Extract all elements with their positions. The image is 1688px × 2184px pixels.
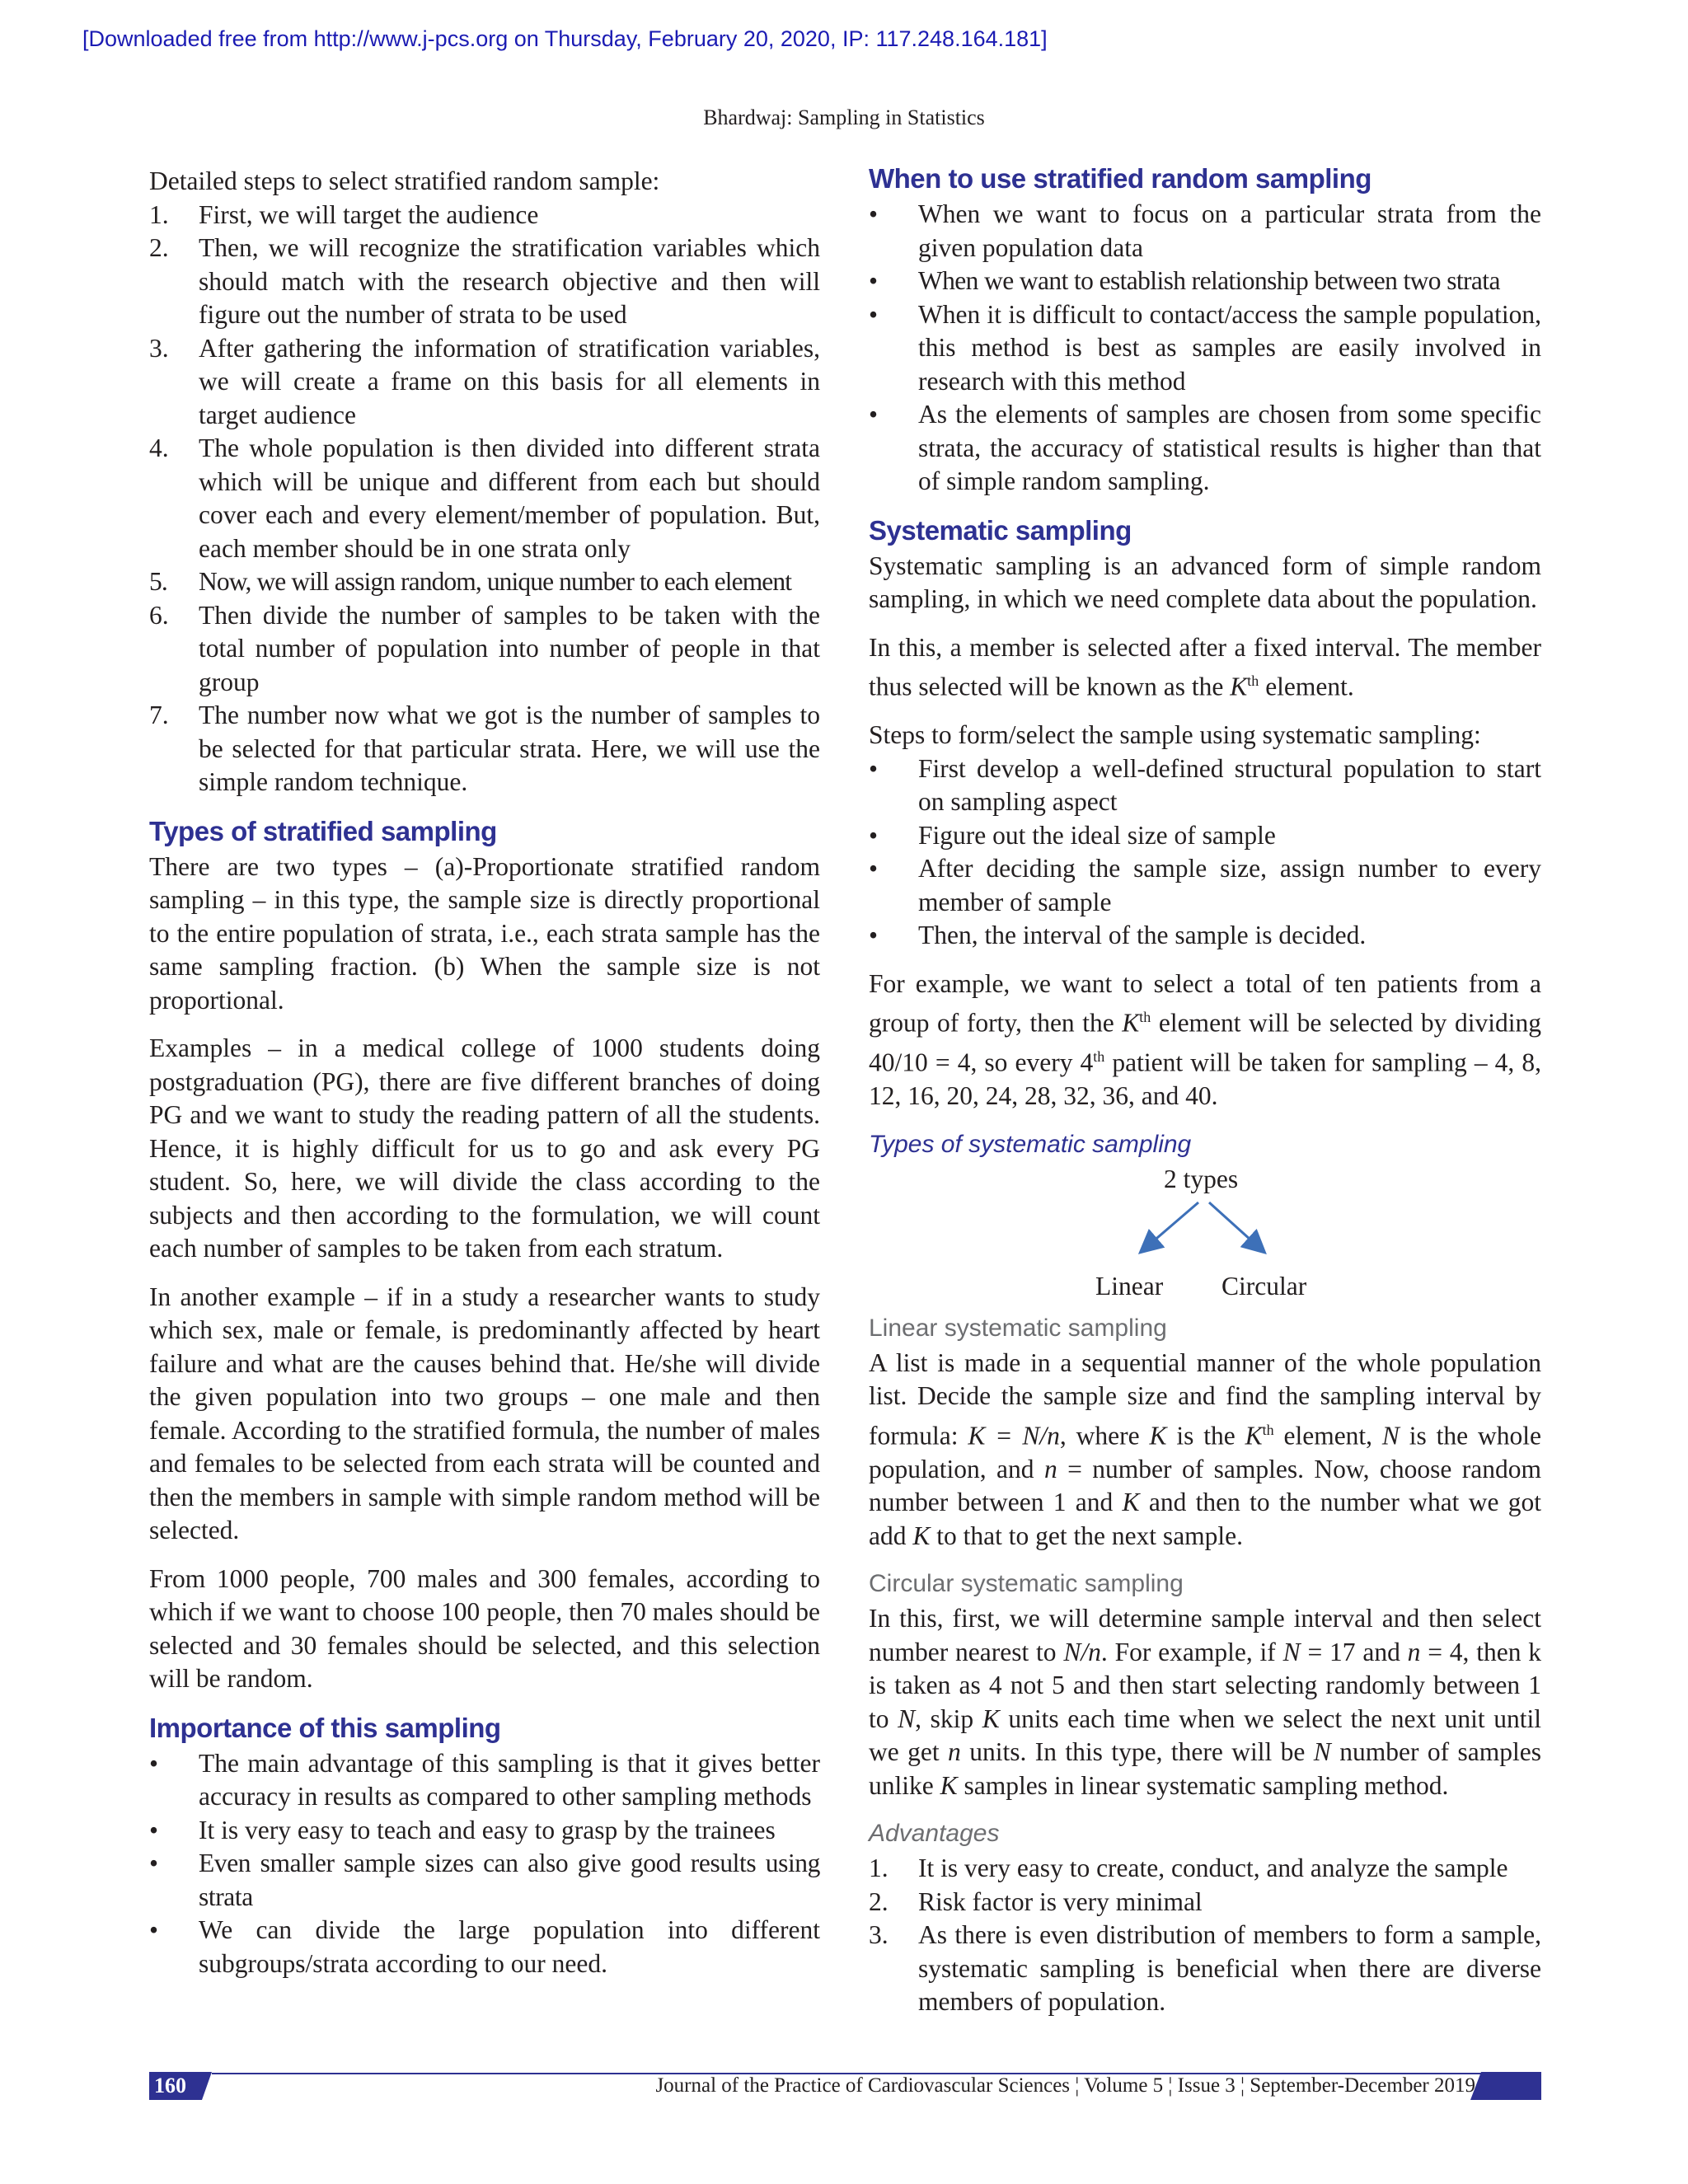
superscript-th: th <box>1247 673 1259 689</box>
section-heading-systematic: Systematic sampling <box>869 514 1132 546</box>
diagram-circular-label: Circular <box>1221 1271 1307 1301</box>
right-column <box>869 162 1541 2034</box>
bullet: • <box>869 299 879 329</box>
list-item <box>869 198 1541 265</box>
var-n-upper: N <box>1313 1737 1331 1766</box>
bullet: • <box>869 753 879 783</box>
text-run: In this, first, we will determine sample interval and then select number nearest to <box>869 1604 1541 1666</box>
section-heading-importance: Importance of this sampling <box>149 1712 501 1743</box>
paragraph-examples: Examples – in a medical college of 1000 students doing postgraduation (PG), there are five different branches of doing PG and we want to study the reading pattern of all the students. Hence, it is highly difficult for us to go and ask every PG student. So, here, we will divide the class according to the subjects and then according to the formulation, we will count each number of samples to be taken from each stratum. <box>149 1033 820 1263</box>
list-item-text: It is very easy to teach and easy to grasp by the trainees <box>199 1815 776 1844</box>
bullet: • <box>149 1915 159 1944</box>
bullet: • <box>149 1849 158 1877</box>
diagram-arrows <box>869 1163 1541 1307</box>
list-item <box>149 1847 820 1914</box>
list-item <box>869 398 1541 499</box>
list-item <box>149 1814 820 1848</box>
subheading-advantages: Advantages <box>869 1820 1000 1847</box>
steps-systematic-intro: Steps to form/select the sample using systematic sampling: <box>869 720 1481 749</box>
list-item-text: Then divide the number of samples to be taken with the total number of population into number of people in that group <box>199 600 820 696</box>
list-number: 5. <box>149 567 167 596</box>
list-item-text: We can divide the large population into different subgroups/strata according to our need. <box>199 1915 820 1978</box>
text-run: element. <box>1259 672 1354 701</box>
list-item-text: Then, we will recognize the stratification variables which should match with the research objective and then will figure out the number of strata to be used <box>199 233 820 329</box>
running-head: Bhardwaj: Sampling in Statistics <box>703 105 985 129</box>
text-run: to that to get the next sample. <box>930 1521 1244 1550</box>
bullet: • <box>149 1815 159 1844</box>
list-item-text: Even smaller sample sizes can also give good results using strata <box>199 1849 820 1911</box>
list-number: 7. <box>149 701 169 729</box>
list-item-text: The whole population is then divided into different strata which will be unique and different from each but should cover each and every element/member of population. But, each member should be in one strata only <box>199 434 820 563</box>
text-run: . For example, if <box>1100 1637 1283 1666</box>
list-item-text: After deciding the sample size, assign number to every member of sample <box>918 854 1541 916</box>
list-number: 6. <box>149 600 169 630</box>
list-number: 2. <box>869 1886 889 1916</box>
var-k: K <box>1122 1008 1140 1038</box>
importance-list <box>149 1747 820 1981</box>
list-item-text: As there is even distribution of members to form a sample, systematic sampling is beneficial when there are diverse members of population. <box>918 1920 1541 2016</box>
paragraph-example-forty <box>869 968 1541 1113</box>
superscript-th: th <box>1262 1421 1274 1438</box>
page-footer <box>149 2072 1541 2100</box>
var-k: K <box>1122 1488 1140 1516</box>
text-run: patient will be taken for sampling – 4, 8, 12, 16, 20, 24, 28, 32, 36, and 40. <box>869 1047 1541 1110</box>
list-item-text: When it is difficult to contact/access the sample population, this method is best as samples are easily involved in research with this method <box>918 299 1541 396</box>
list-item <box>149 599 820 700</box>
text-run: In this, a member is selected after a fixed interval. The member thus selected will be known as the <box>869 632 1541 701</box>
list-item <box>869 298 1541 399</box>
text-run: units each time when we select the next unit until we get <box>869 1704 1541 1766</box>
bullet: • <box>869 820 879 850</box>
list-item-text: The main advantage of this sampling is that it gives better accuracy in results as compared to other sampling methods <box>199 1748 820 1811</box>
list-item-text: It is very easy to create, conduct, and analyze the sample <box>918 1854 1508 1882</box>
list-item <box>869 265 1541 298</box>
var-n-upper: N <box>1282 1637 1301 1666</box>
text-run: element will be selected by dividing 40/10 = 4, so every 4 <box>869 1008 1541 1077</box>
types-diagram <box>869 1163 1541 1307</box>
var-n-lower: n <box>1043 1454 1057 1483</box>
list-item <box>149 565 820 599</box>
list-item-text: When we want to establish relationship between two strata <box>918 266 1500 295</box>
when-to-use-list <box>869 198 1541 499</box>
list-item <box>869 819 1541 853</box>
list-item-text: First develop a well-defined structural population to start on sampling aspect <box>918 753 1541 816</box>
text-run: samples in linear systematic sampling method. <box>957 1770 1449 1800</box>
arrow-right <box>1209 1202 1259 1248</box>
list-item <box>869 1886 1541 1919</box>
var-k: K <box>912 1521 931 1550</box>
var-n-lower: n <box>948 1737 961 1766</box>
left-column <box>149 165 820 1995</box>
text-run: For example, we want to select a total of ten patients from a group of forty, then the <box>869 968 1541 1038</box>
list-item <box>869 919 1541 953</box>
text-run: is the whole population, and <box>869 1421 1542 1483</box>
diagram-root-label: 2 types <box>1164 1164 1239 1193</box>
list-number: 3. <box>869 1920 889 1949</box>
bullet: • <box>149 1748 159 1778</box>
list-item <box>869 1919 1541 2019</box>
list-item-text: When we want to focus on a particular strata from the given population data <box>918 199 1541 262</box>
paragraph-another-example: In another example – if in a study a researcher wants to study which sex, male or female, is predominantly affected by heart failure and what are the causes behind that. He/she will divide the given population into two groups – one male and then female. According to the stratified formula, the number of males and females to be selected from each strata will be counted and then the members in sample with simple random method will be selected. <box>149 1282 820 1544</box>
list-item <box>149 432 820 565</box>
diagram-linear-label: Linear <box>1095 1271 1164 1301</box>
list-number: 3. <box>149 333 169 363</box>
var-n-lower: n <box>1407 1637 1421 1666</box>
arrow-left <box>1146 1202 1198 1248</box>
steps-intro: Detailed steps to select stratified random sample: <box>149 166 660 195</box>
text-run: is the <box>1166 1421 1245 1450</box>
list-item <box>869 852 1541 919</box>
var-n-upper: N <box>898 1704 916 1733</box>
list-item-text: Then, the interval of the sample is decided. <box>918 921 1367 949</box>
paragraph-circular <box>869 1602 1541 1802</box>
text-run: = number of samples. Now, choose random number between 1 and <box>869 1454 1541 1516</box>
subheading-circular: Circular systematic sampling <box>869 1570 1184 1597</box>
list-item-text: Risk factor is very minimal <box>918 1886 1203 1916</box>
download-notice: [Downloaded free from http://www.j-pcs.org on Thursday, February 20, 2020, IP: 117.248.164.181] <box>82 26 1048 51</box>
text-run: = 4, then k is taken as 4 not 5 and then start selecting randomly between 1 to <box>869 1637 1542 1733</box>
list-item <box>149 199 820 232</box>
section-heading-types-stratified: Types of stratified sampling <box>149 815 497 846</box>
var-k: K <box>940 1770 958 1800</box>
bullet: • <box>869 400 879 429</box>
superscript-th: th <box>1093 1048 1105 1065</box>
paragraph-systematic: Systematic sampling is an advanced form of simple random sampling, in which we need complete data about the population. <box>869 551 1541 613</box>
paragraph-interval <box>869 631 1541 705</box>
list-number: 1. <box>149 199 169 229</box>
paragraph-from-1000: From 1000 people, 700 males and 300 females, according to which if we want to choose 100 people, then 70 males should be selected and 30 females should be selected, and this selection will be random. <box>149 1563 820 1693</box>
text-run: A list is made in a sequential manner of the whole population list. Decide the sample size and find the sampling interval by formula: <box>869 1347 1541 1450</box>
stratified-steps-list <box>149 199 820 799</box>
var-n-upper: N <box>1381 1421 1400 1450</box>
list-item <box>149 699 820 799</box>
list-item-text: Figure out the ideal size of sample <box>918 820 1276 850</box>
var-n-over-n: N/n <box>1063 1637 1101 1666</box>
var-k: K <box>982 1704 1000 1733</box>
list-item-text: The number now what we got is the number of samples to be selected for that particular strata. Here, we will use the simple random technique. <box>199 701 820 796</box>
systematic-steps-list <box>869 752 1541 953</box>
list-item-text: Now, we will assign random, unique number to each element <box>199 567 792 596</box>
list-item <box>149 332 820 433</box>
subheading-types-systematic: Types of systematic sampling <box>869 1130 1192 1158</box>
var-k: K <box>1149 1421 1167 1450</box>
list-item <box>869 1852 1541 1886</box>
bullet: • <box>869 199 879 228</box>
list-item-text: First, we will target the audience <box>199 199 539 229</box>
superscript-th: th <box>1139 1009 1151 1025</box>
bullet: • <box>869 266 878 295</box>
list-item <box>869 752 1541 819</box>
var-k: K <box>1245 1421 1263 1450</box>
list-item-text: After gathering the information of stratification variables, we will create a frame on this basis for all elements in target audience <box>199 333 820 429</box>
advantages-list <box>869 1852 1541 2019</box>
text-run: , skip <box>915 1704 982 1733</box>
text-run: , where <box>1059 1421 1150 1450</box>
bullet: • <box>869 921 879 949</box>
formula: K = N/n <box>968 1421 1060 1450</box>
text-run: units. In this type, there will be <box>960 1737 1314 1766</box>
paragraph-linear <box>869 1347 1541 1554</box>
list-item <box>149 1747 820 1814</box>
var-k: K <box>1230 672 1248 701</box>
paragraph-types: There are two types – (a)-Proportionate stratified random sampling – in this type, the sample size is directly proportional to the entire population of strata, i.e., each strata sample has the same sampling fraction. (b) When the sample size is not proportional. <box>149 851 820 1015</box>
section-heading-when-to-use: When to use stratified random sampling <box>869 163 1372 194</box>
text-run: = 17 and <box>1300 1637 1408 1666</box>
text-run: and then to the number what we got add <box>869 1488 1541 1550</box>
list-number: 1. <box>869 1854 889 1882</box>
list-number: 2. <box>149 233 169 262</box>
journal-citation: Journal of the Practice of Cardiovascular Sciences ¦ Volume 5 ¦ Issue 3 ¦ September-December 2019 <box>655 2074 1475 2097</box>
list-item <box>149 232 820 332</box>
list-item-text: As the elements of samples are chosen from some specific strata, the accuracy of statistical results is higher than that of simple random sampling. <box>918 400 1541 495</box>
list-number: 4. <box>149 434 169 462</box>
list-item <box>149 1914 820 1980</box>
text-run: element, <box>1273 1421 1382 1450</box>
page-number: 160 <box>154 2074 186 2097</box>
text-run: number of samples unlike <box>869 1737 1541 1800</box>
bullet: • <box>869 854 879 883</box>
subheading-linear: Linear systematic sampling <box>869 1314 1167 1342</box>
